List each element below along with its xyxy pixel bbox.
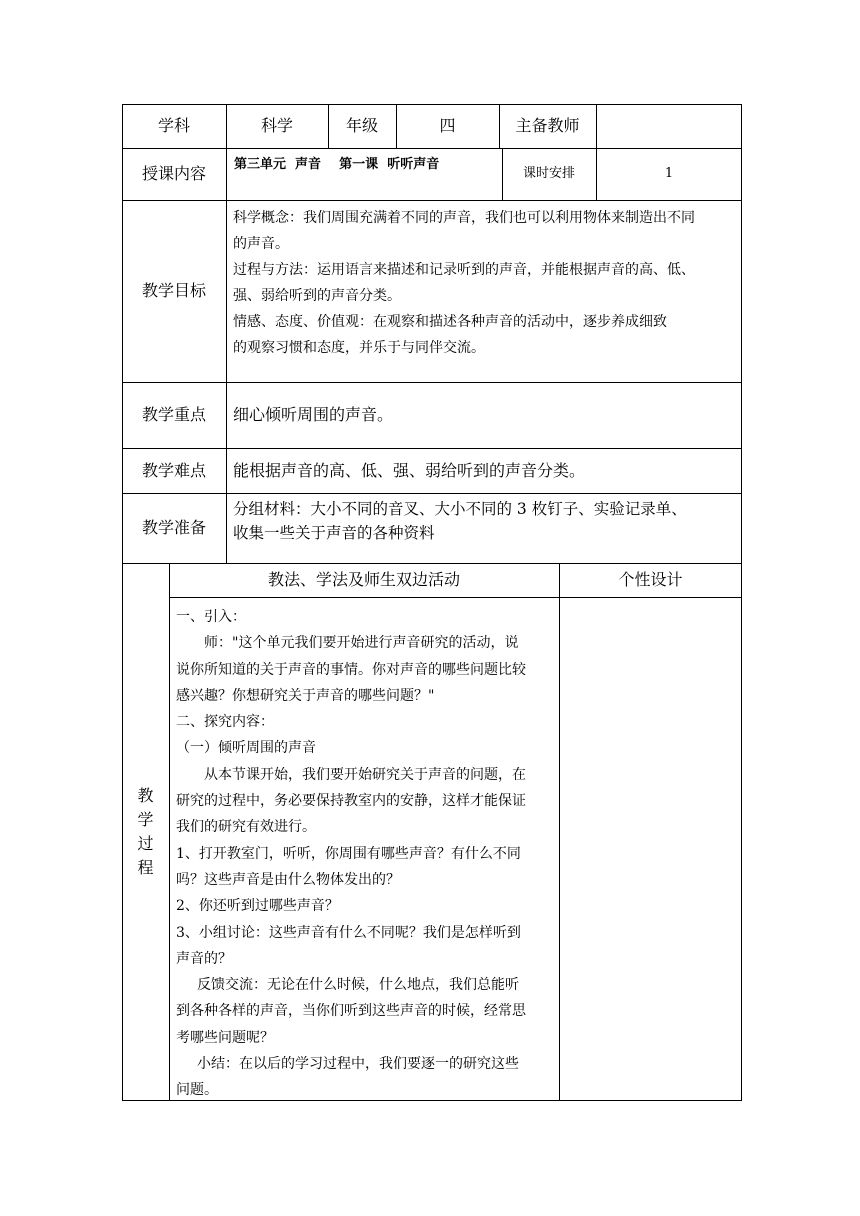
key-point-label: 教学重点 — [141, 405, 206, 425]
objectives-line: 科学概念：我们周围充满着不同的声音，我们也可以利用物体来制造出不同 — [233, 210, 695, 226]
process-line: 一、引入： — [176, 609, 246, 625]
objectives-label: 教学目标 — [141, 281, 206, 301]
difficulty-label: 教学难点 — [141, 460, 206, 480]
objectives-line: 情感、态度、价值观：在观察和描述各种声音的活动中，逐步养成细致 — [233, 314, 667, 330]
process-line: （一）倾听周围的声音 — [176, 740, 316, 757]
process-line: 3、小组讨论：这些声音有什么不同呢？我们是怎样听到 — [176, 924, 521, 941]
subject-value: 科学 — [260, 116, 293, 136]
process-line: 问题。 — [176, 1082, 218, 1099]
lead-teacher-value — [596, 104, 742, 148]
col-divider — [226, 200, 227, 563]
preparation-text — [233, 497, 739, 545]
objectives-line: 过程与方法：运用语言来描述和记录听到的声音，并能根据声音的高、低、 — [233, 262, 695, 278]
process-label-char: 学 — [137, 810, 154, 829]
grade-value: 四 — [439, 116, 456, 136]
process-label-char: 过 — [137, 834, 154, 853]
process-line: 到各种各样的声音，当你们听到这些声音的时候，经常思 — [176, 1003, 526, 1020]
process-line: 2、你还听到过哪些声音？ — [176, 898, 339, 915]
col-divider — [226, 148, 227, 200]
process-line: 师："这个单元我们要开始进行声音研究的活动，说 — [204, 635, 519, 652]
preparation-line: 分组材料：大小不同的音叉、大小不同的 3 枚钉子、实验记录单、 — [233, 500, 687, 518]
preparation-label: 教学准备 — [141, 518, 206, 538]
objectives-line: 的观察习惯和态度，并乐于与同伴交流。 — [233, 340, 485, 356]
key-point-value: 细心倾听周围的声音。 — [233, 405, 394, 425]
objectives-line: 的声音。 — [233, 236, 289, 252]
activity-column-header: 教法、学法及师生双边活动 — [267, 570, 460, 590]
process-line: 考哪些问题呢？ — [176, 1029, 274, 1046]
personal-design-column-header: 个性设计 — [618, 570, 683, 590]
process-line: 从本节课开始，我们要开始研究关于声音的问题，在 — [204, 766, 526, 783]
process-line: 说你所知道的关于声音的事情。你对声音的哪些问题比较 — [176, 661, 526, 678]
process-label — [122, 563, 169, 1101]
process-line: 研究的过程中，务必要保持教室内的安静，这样才能保证 — [176, 793, 526, 810]
class-hours-label: 课时安排 — [522, 166, 575, 182]
process-activity-text — [176, 604, 556, 1104]
process-line: 二、探究内容： — [176, 714, 274, 731]
process-line: 感兴趣？你想研究关于声音的哪些问题？" — [176, 687, 435, 704]
objectives-text — [233, 205, 739, 361]
process-line: 声音的？ — [176, 950, 232, 967]
personal-design-cell — [560, 598, 741, 1100]
process-line: 我们的研究有效进行。 — [176, 819, 316, 836]
process-line: 反馈交流：无论在什么时候，什么地点，我们总能听 — [197, 977, 519, 994]
grade-label: 年级 — [345, 116, 378, 136]
lesson-content-label: 授课内容 — [141, 164, 206, 184]
subject-label: 学科 — [157, 116, 190, 136]
process-line: 吗？这些声音是由什么物体发出的？ — [176, 871, 400, 888]
process-line: 1、打开教室门，听听，你周围有哪些声音？有什么不同 — [176, 845, 521, 862]
class-hours-value: 1 — [664, 166, 674, 182]
lead-teacher-label: 主备教师 — [515, 116, 580, 136]
process-label-char: 程 — [137, 858, 154, 877]
col-divider — [169, 563, 170, 1101]
process-line: 小结：在以后的学习过程中，我们要逐一的研究这些 — [197, 1056, 519, 1073]
preparation-line: 收集一些关于声音的各种资料 — [233, 524, 435, 542]
lesson-content-value: 第三单元 声音 第一课 听听声音 — [234, 157, 440, 173]
process-label-char: 教 — [137, 786, 154, 805]
objectives-line: 强、弱给听到的声音分类。 — [233, 288, 401, 304]
difficulty-value: 能根据声音的高、低、强、弱给听到的声音分类。 — [233, 460, 586, 480]
